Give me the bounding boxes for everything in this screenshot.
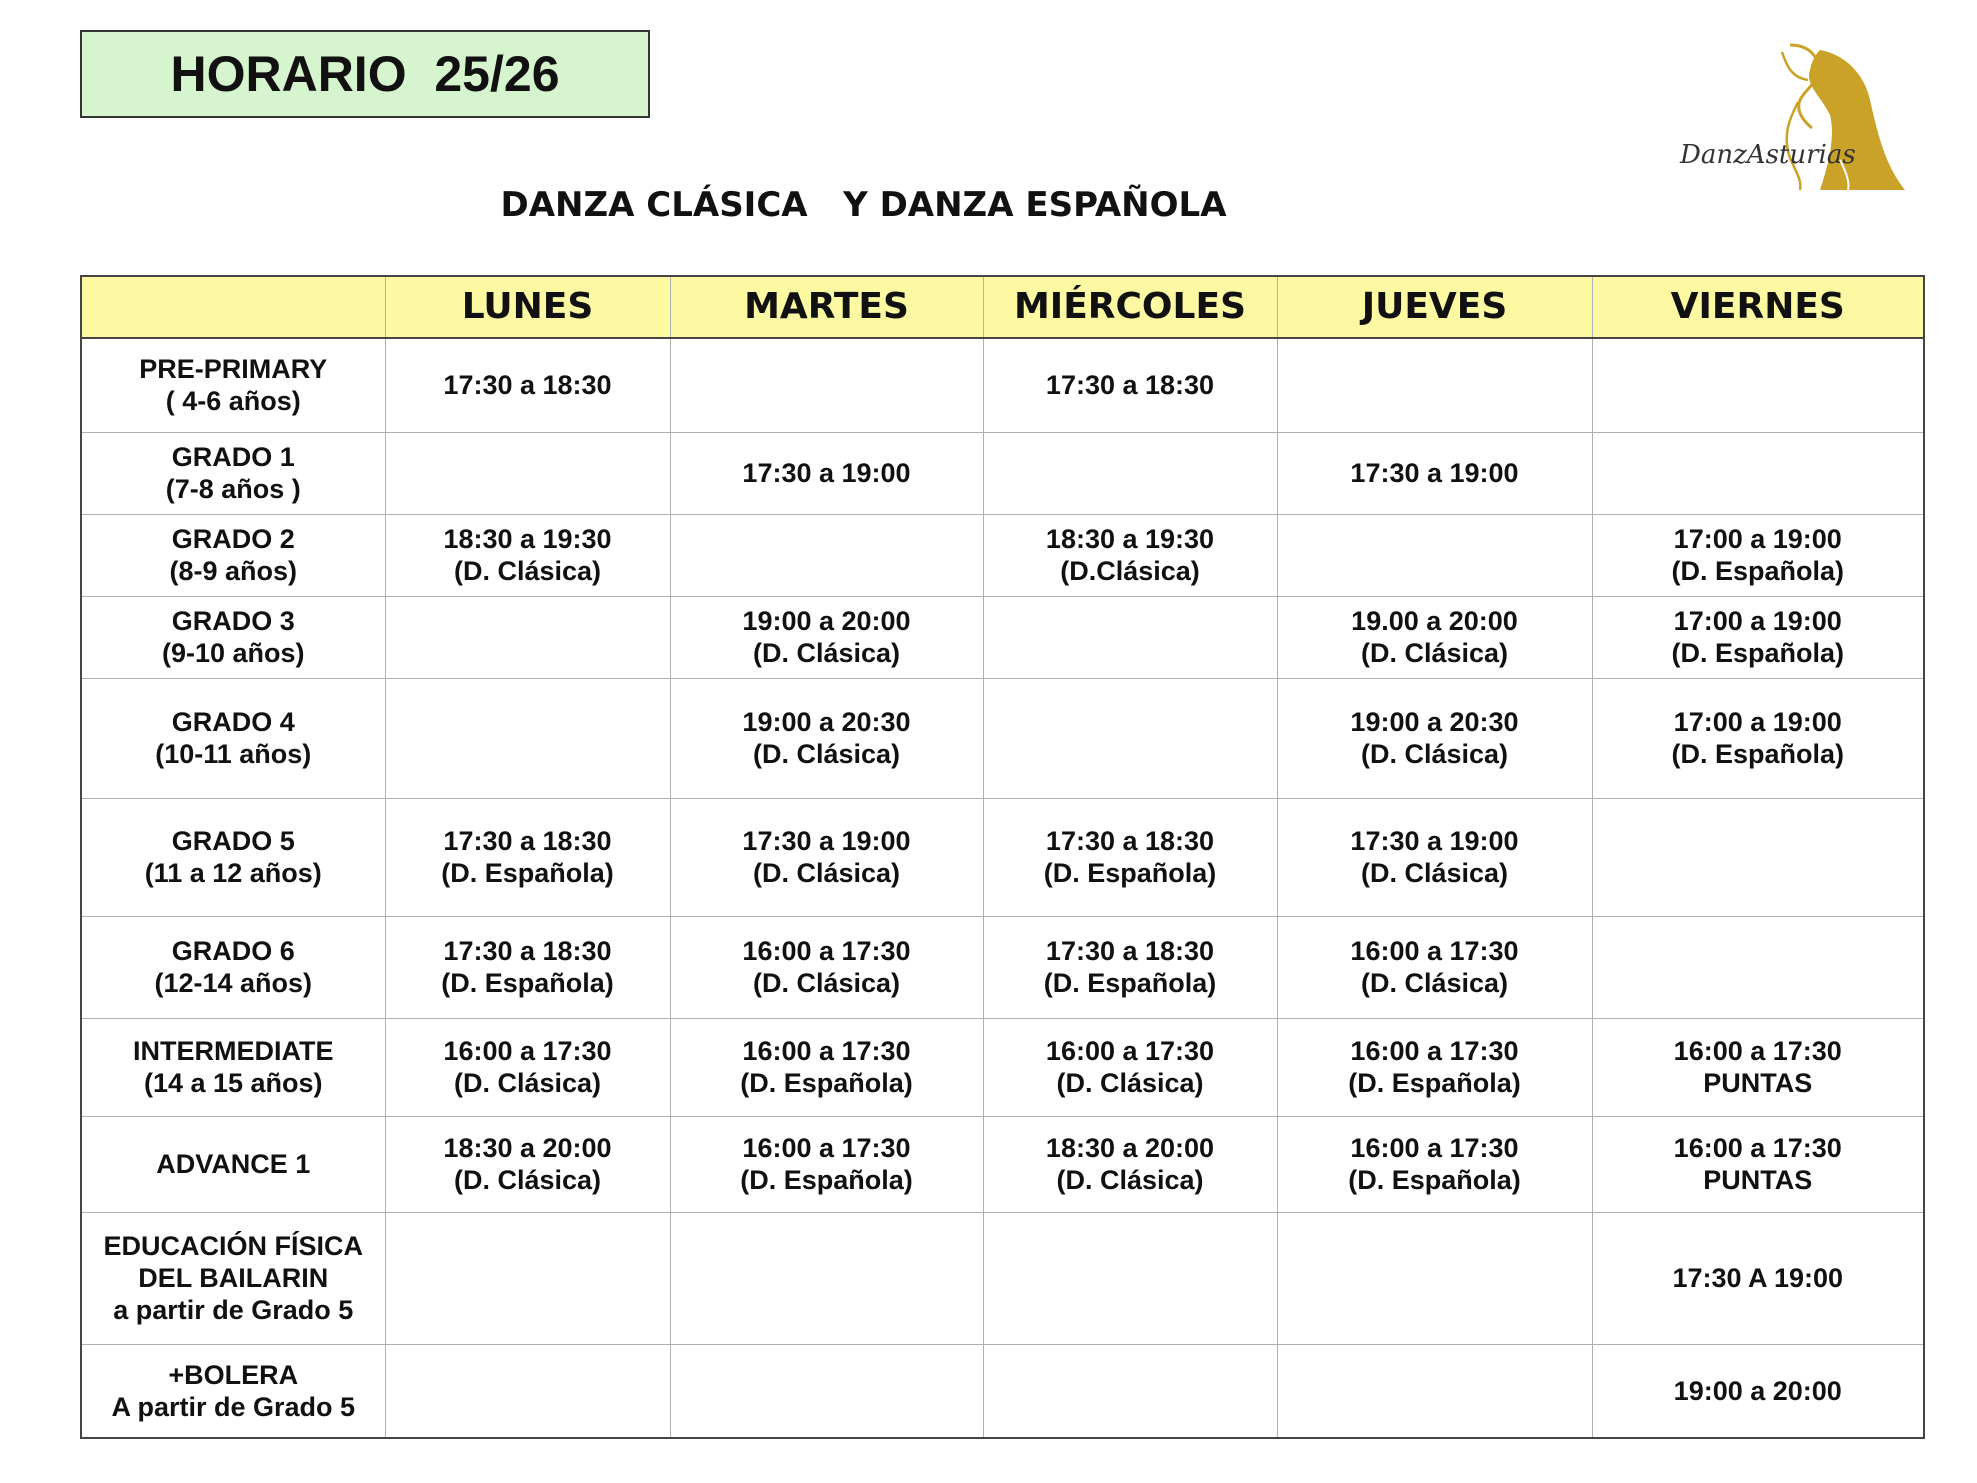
schedule-cell bbox=[385, 916, 670, 1018]
row-group-label bbox=[81, 1212, 385, 1344]
row-group-label bbox=[81, 596, 385, 678]
class-type: (D. Clásica) bbox=[1360, 968, 1509, 998]
table-row bbox=[81, 514, 1924, 596]
schedule-cell bbox=[983, 678, 1277, 798]
schedule-cell bbox=[1592, 1116, 1924, 1212]
table-row bbox=[81, 798, 1924, 916]
schedule-cell bbox=[983, 338, 1277, 432]
class-time: 17:30 a 19:00 bbox=[1350, 826, 1519, 856]
group-label-line: ADVANCE 1 bbox=[156, 1149, 311, 1179]
group-label-line: (7-8 años ) bbox=[165, 474, 301, 504]
class-time: 17:30 A 19:00 bbox=[1672, 1263, 1844, 1293]
class-time: 16:00 a 17:30 bbox=[1350, 1133, 1519, 1163]
class-time: 16:00 a 17:30 bbox=[1673, 1133, 1842, 1163]
schedule-cell bbox=[1592, 1212, 1924, 1344]
class-time: 16:00 a 17:30 bbox=[742, 1133, 911, 1163]
schedule-cell bbox=[1277, 916, 1592, 1018]
class-type: (D. Española) bbox=[1671, 638, 1845, 668]
group-label-line: DEL BAILARIN bbox=[138, 1263, 329, 1293]
page-title: HORARIO 25/26 bbox=[80, 30, 650, 118]
schedule-cell bbox=[1592, 1018, 1924, 1116]
schedule-cell bbox=[1277, 798, 1592, 916]
class-time: 17:30 a 18:30 bbox=[1045, 936, 1215, 966]
schedule-cell bbox=[983, 596, 1277, 678]
class-type: (D. Clásica) bbox=[1056, 1068, 1204, 1098]
table-row bbox=[81, 1212, 1924, 1344]
schedule-cell bbox=[670, 798, 983, 916]
schedule-cell bbox=[1277, 514, 1592, 596]
table-row bbox=[81, 916, 1924, 1018]
schedule-table bbox=[80, 275, 1925, 1439]
schedule-cell bbox=[983, 916, 1277, 1018]
schedule-cell bbox=[983, 514, 1277, 596]
schedule-cell bbox=[983, 432, 1277, 514]
class-time: 16:00 a 17:30 bbox=[1350, 1036, 1519, 1066]
class-time: 19:00 a 20:30 bbox=[1350, 707, 1519, 737]
class-type: (D. Española) bbox=[441, 968, 614, 998]
schedule-cell bbox=[670, 678, 983, 798]
class-type: (D.Clásica) bbox=[1060, 556, 1200, 586]
class-time: 17:30 a 19:00 bbox=[742, 458, 911, 488]
class-time: 17:30 a 18:30 bbox=[443, 826, 612, 856]
danzasturias-logo bbox=[1670, 40, 1910, 210]
header-day-martes: MARTES bbox=[670, 276, 983, 338]
schedule-cell bbox=[1592, 798, 1924, 916]
table-row bbox=[81, 1116, 1924, 1212]
group-label-line: ( 4-6 años) bbox=[165, 386, 301, 417]
schedule-cell bbox=[1277, 1344, 1592, 1438]
class-time: 17:30 a 18:30 bbox=[443, 936, 612, 966]
class-type: PUNTAS bbox=[1703, 1165, 1813, 1195]
schedule-cell bbox=[983, 1018, 1277, 1116]
header-day-jueves: JUEVES bbox=[1277, 276, 1592, 338]
schedule-cell bbox=[385, 1018, 670, 1116]
group-label-line: A partir de Grado 5 bbox=[111, 1391, 356, 1422]
group-label-line: (11 a 12 años) bbox=[144, 858, 322, 888]
header-row bbox=[81, 276, 1924, 338]
class-time: 18:30 a 20:00 bbox=[1045, 1133, 1215, 1163]
logo-text: DanzAsturias bbox=[1680, 140, 1856, 170]
class-time: 19:00 a 20:00 bbox=[742, 606, 911, 636]
class-time: 16:00 a 17:30 bbox=[443, 1036, 612, 1066]
class-time: 17:00 a 19:00 bbox=[1673, 524, 1842, 554]
class-type: (D. Clásica) bbox=[1360, 638, 1509, 668]
class-time: 19:00 a 20:30 bbox=[742, 707, 911, 737]
header-corner bbox=[81, 276, 385, 338]
class-type: (D. Clásica) bbox=[752, 858, 901, 888]
schedule-cell bbox=[385, 1116, 670, 1212]
class-type: (D. Clásica) bbox=[752, 739, 901, 769]
class-type: (D. Española) bbox=[1671, 556, 1845, 586]
class-type: (D. Clásica) bbox=[752, 638, 901, 668]
row-group-label bbox=[81, 514, 385, 596]
class-type: (D. Clásica) bbox=[453, 1068, 602, 1098]
schedule-cell bbox=[983, 798, 1277, 916]
group-label-line: (9-10 años) bbox=[161, 638, 305, 668]
class-time: 16:00 a 17:30 bbox=[1045, 1036, 1215, 1066]
schedule-cell bbox=[670, 916, 983, 1018]
schedule-cell bbox=[385, 798, 670, 916]
row-group-label bbox=[81, 798, 385, 916]
class-type: (D. Española) bbox=[1348, 1068, 1521, 1098]
class-time: 19:00 a 20:00 bbox=[1673, 1375, 1842, 1406]
table-row bbox=[81, 678, 1924, 798]
table-row bbox=[81, 338, 1924, 432]
schedule-cell bbox=[670, 596, 983, 678]
class-type: (D. Española) bbox=[441, 858, 614, 888]
class-type: (D. Clásica) bbox=[1056, 1165, 1204, 1195]
group-label-line: INTERMEDIATE bbox=[133, 1036, 334, 1066]
class-type: (D. Española) bbox=[1043, 858, 1217, 888]
class-type: (D. Clásica) bbox=[453, 1165, 602, 1195]
group-label-line: GRADO 6 bbox=[171, 936, 295, 966]
schedule-cell bbox=[1277, 1018, 1592, 1116]
class-type: (D. Española) bbox=[1671, 739, 1845, 769]
group-label-line: PRE-PRIMARY bbox=[139, 354, 328, 385]
schedule-cell bbox=[670, 432, 983, 514]
table-row bbox=[81, 1018, 1924, 1116]
schedule-cell bbox=[1592, 678, 1924, 798]
class-time: 17:00 a 19:00 bbox=[1673, 707, 1842, 737]
group-label-line: GRADO 3 bbox=[171, 606, 295, 636]
row-group-label bbox=[81, 916, 385, 1018]
header-day-lunes: LUNES bbox=[385, 276, 670, 338]
class-type: (D. Clásica) bbox=[752, 968, 901, 998]
schedule-cell bbox=[385, 596, 670, 678]
group-label-line: (14 a 15 años) bbox=[143, 1068, 323, 1098]
group-label-line: (8-9 años) bbox=[169, 556, 298, 586]
class-type: PUNTAS bbox=[1703, 1068, 1813, 1098]
header-day-viernes: VIERNES bbox=[1592, 276, 1924, 338]
class-time: 17:30 a 18:30 bbox=[1045, 370, 1215, 401]
row-group-label bbox=[81, 338, 385, 432]
header-day-miercoles: MIÉRCOLES bbox=[983, 276, 1277, 338]
schedule-cell bbox=[670, 1116, 983, 1212]
group-label-line: GRADO 5 bbox=[171, 826, 295, 856]
class-time: 17:30 a 19:00 bbox=[742, 826, 911, 856]
class-time: 18:30 a 19:30 bbox=[443, 524, 612, 554]
class-time: 19.00 a 20:00 bbox=[1351, 606, 1518, 636]
class-time: 16:00 a 17:30 bbox=[1673, 1036, 1842, 1066]
group-label-line: GRADO 1 bbox=[171, 442, 295, 472]
schedule-cell bbox=[1592, 514, 1924, 596]
schedule-cell bbox=[385, 1344, 670, 1438]
table-row bbox=[81, 596, 1924, 678]
schedule-cell bbox=[1592, 596, 1924, 678]
class-time: 17:00 a 19:00 bbox=[1673, 606, 1842, 636]
class-type: (D. Española) bbox=[740, 1165, 913, 1195]
dancer-silhouette-icon bbox=[1670, 40, 1910, 210]
row-group-label bbox=[81, 1344, 385, 1438]
row-group-label bbox=[81, 1018, 385, 1116]
schedule-cell bbox=[983, 1116, 1277, 1212]
schedule-cell bbox=[1592, 338, 1924, 432]
group-label-line: EDUCACIÓN FÍSICA bbox=[103, 1231, 363, 1261]
schedule-cell bbox=[385, 678, 670, 798]
schedule-cell bbox=[385, 432, 670, 514]
class-time: 17:30 a 19:00 bbox=[1350, 458, 1519, 488]
row-group-label bbox=[81, 678, 385, 798]
schedule-cell bbox=[385, 1212, 670, 1344]
schedule-cell bbox=[983, 1344, 1277, 1438]
schedule-cell bbox=[385, 514, 670, 596]
class-time: 16:00 a 17:30 bbox=[742, 936, 911, 966]
schedule-cell bbox=[1277, 1116, 1592, 1212]
class-time: 18:30 a 20:00 bbox=[443, 1133, 612, 1163]
table-row bbox=[81, 1344, 1924, 1438]
class-type: (D. Clásica) bbox=[1360, 739, 1509, 769]
class-time: 17:30 a 18:30 bbox=[1045, 826, 1215, 856]
schedule-cell bbox=[1592, 432, 1924, 514]
table-row bbox=[81, 432, 1924, 514]
schedule-cell bbox=[670, 1018, 983, 1116]
class-type: (D. Clásica) bbox=[1360, 858, 1509, 888]
group-label-line: GRADO 2 bbox=[171, 524, 295, 554]
class-time: 16:00 a 17:30 bbox=[742, 1036, 911, 1066]
schedule-cell bbox=[670, 338, 983, 432]
group-label-line: (12-14 años) bbox=[154, 968, 313, 998]
group-label-line: +BOLERA bbox=[168, 1359, 299, 1390]
schedule-cell bbox=[1277, 338, 1592, 432]
schedule-cell bbox=[983, 1212, 1277, 1344]
class-type: (D. Española) bbox=[1348, 1165, 1521, 1195]
schedule-cell bbox=[1277, 678, 1592, 798]
schedule-cell bbox=[1592, 1344, 1924, 1438]
group-label-line: a partir de Grado 5 bbox=[113, 1295, 354, 1325]
class-time: 16:00 a 17:30 bbox=[1350, 936, 1519, 966]
class-type: (D. Clásica) bbox=[453, 556, 602, 586]
schedule-cell bbox=[670, 514, 983, 596]
schedule-cell bbox=[1277, 1212, 1592, 1344]
schedule-cell bbox=[1592, 916, 1924, 1018]
group-label-line: GRADO 4 bbox=[171, 707, 295, 737]
group-label-line: (10-11 años) bbox=[155, 739, 312, 769]
schedule-cell bbox=[670, 1344, 983, 1438]
schedule-cell bbox=[1277, 432, 1592, 514]
class-time: 17:30 a 18:30 bbox=[443, 370, 612, 401]
row-group-label bbox=[81, 1116, 385, 1212]
subtitle-text: DANZA CLÁSICA Y DANZA ESPAÑOLA bbox=[500, 185, 1227, 225]
class-type: (D. Española) bbox=[740, 1068, 913, 1098]
schedule-cell bbox=[670, 1212, 983, 1344]
class-time: 18:30 a 19:30 bbox=[1045, 524, 1215, 554]
schedule-cell bbox=[1277, 596, 1592, 678]
schedule-cell bbox=[385, 338, 670, 432]
row-group-label bbox=[81, 432, 385, 514]
class-type: (D. Española) bbox=[1043, 968, 1217, 998]
